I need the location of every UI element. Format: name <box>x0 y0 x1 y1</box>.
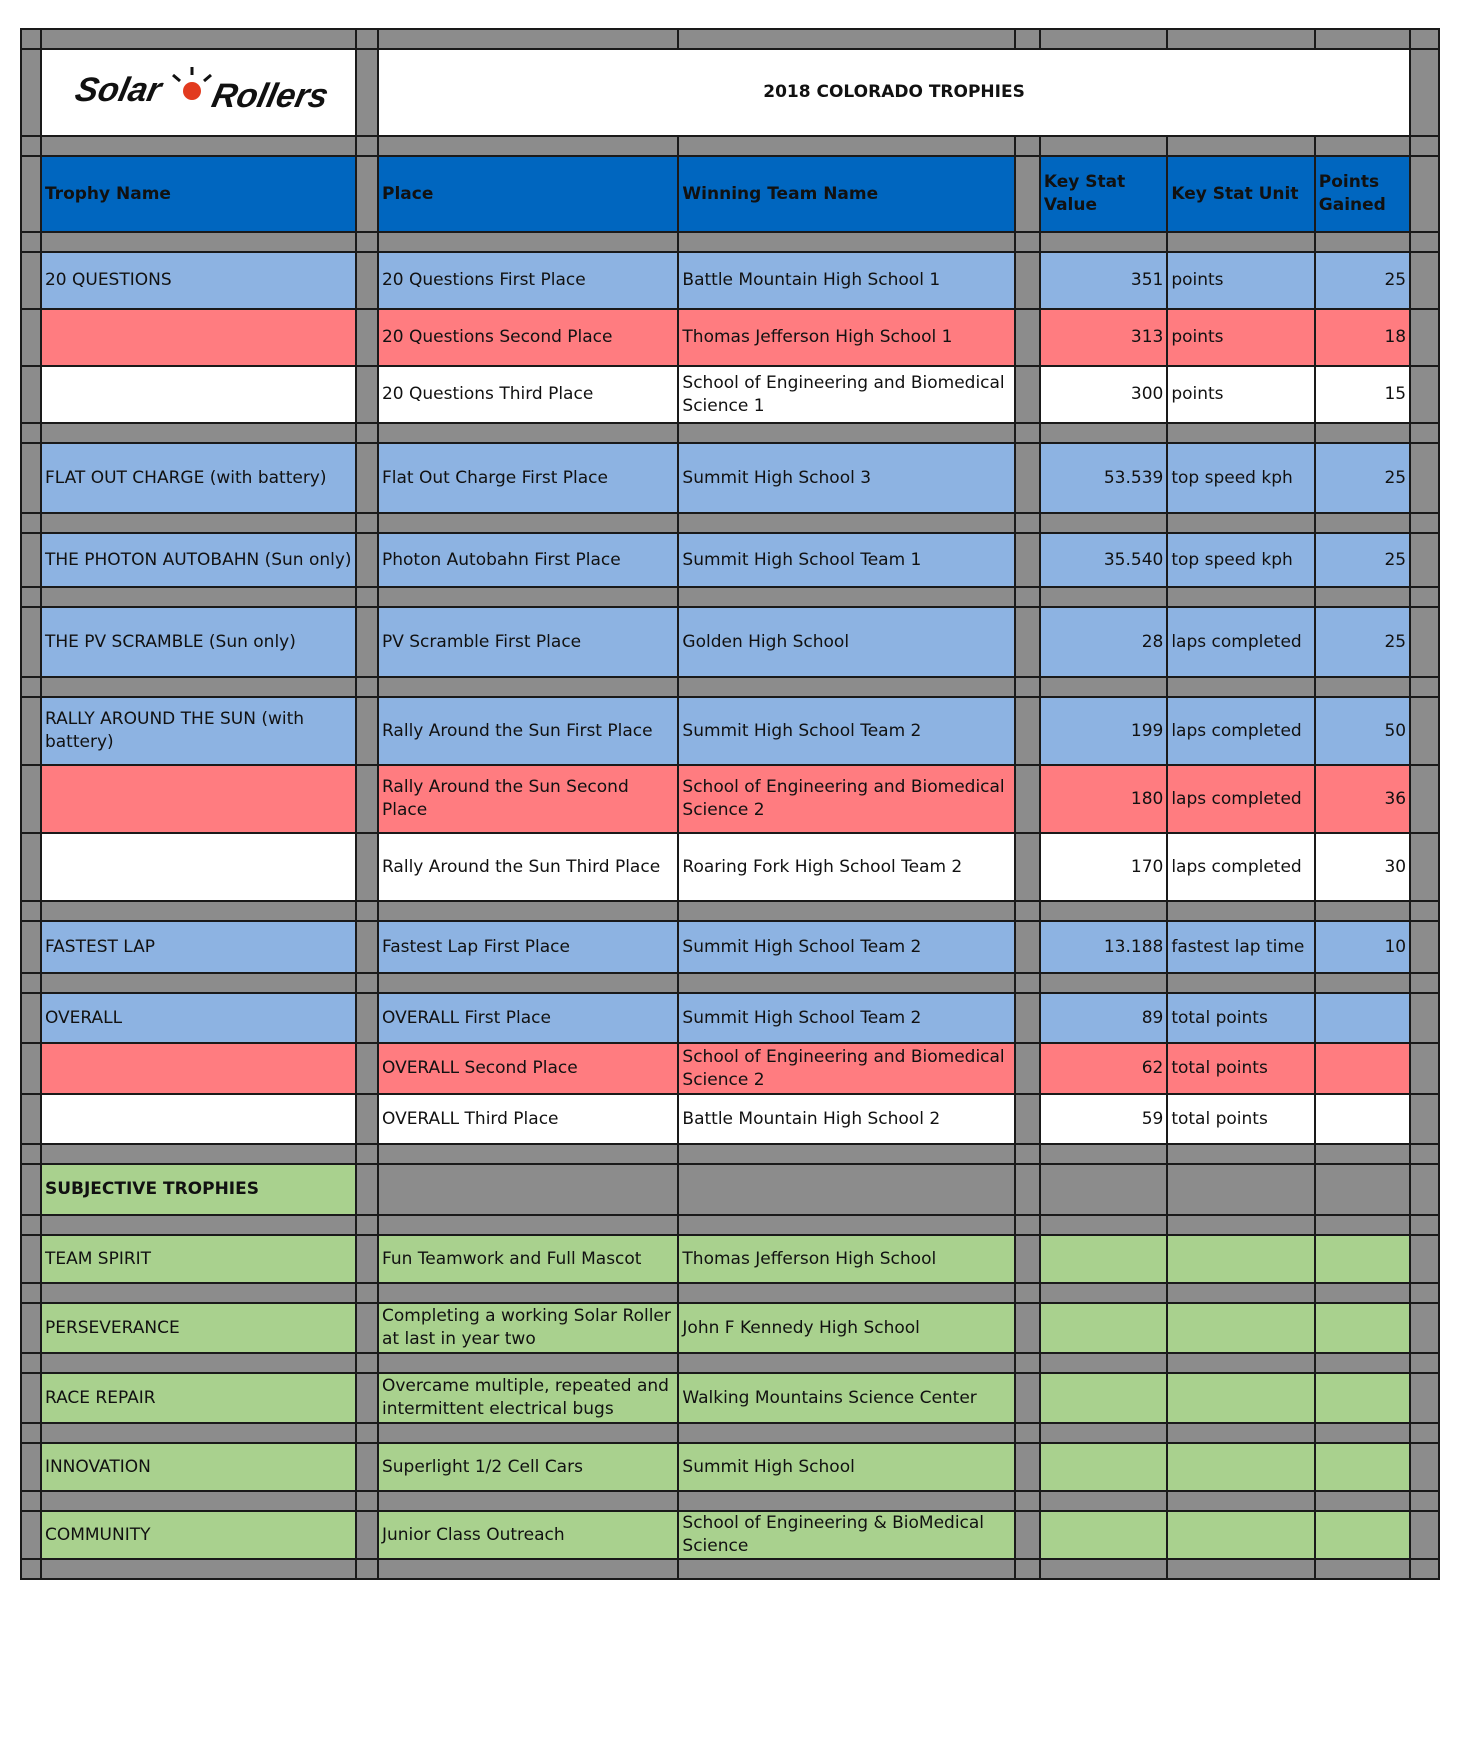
place-cell: Superlight 1/2 Cell Cars <box>378 1443 678 1491</box>
key-stat-value-cell: 35.540 <box>1040 533 1167 587</box>
key-stat-value-cell: 300 <box>1040 366 1167 423</box>
place-cell: Fun Teamwork and Full Mascot <box>378 1235 678 1283</box>
points-gained-cell <box>1315 1235 1410 1283</box>
spacer-row <box>21 1559 1439 1579</box>
place-cell: OVERALL First Place <box>378 993 678 1043</box>
points-gained-cell: 30 <box>1315 833 1410 901</box>
winning-team-cell: Summit High School 3 <box>678 443 1015 513</box>
header-key-stat-value: Key Stat Value <box>1040 156 1167 232</box>
spacer-row <box>21 232 1439 252</box>
key-stat-value-cell: 62 <box>1040 1043 1167 1094</box>
points-gained-cell: 36 <box>1315 765 1410 833</box>
key-stat-unit-cell: top speed kph <box>1167 533 1314 587</box>
subjective-row <box>21 1443 1439 1491</box>
key-stat-value-cell <box>1040 1511 1167 1559</box>
trophy-name-cell: 20 QUESTIONS <box>41 252 356 309</box>
winning-team-cell: School of Engineering & BioMedical Science <box>678 1511 1015 1559</box>
trophy-name-cell: RACE REPAIR <box>41 1373 356 1423</box>
header-winning-team: Winning Team Name <box>678 156 1015 232</box>
winning-team-cell: Battle Mountain High School 1 <box>678 252 1015 309</box>
spacer-row <box>21 513 1439 533</box>
place-cell: 20 Questions Third Place <box>378 366 678 423</box>
place-cell: 20 Questions First Place <box>378 252 678 309</box>
trophy-name-cell: COMMUNITY <box>41 1511 356 1559</box>
points-gained-cell: 25 <box>1315 252 1410 309</box>
spacer-row <box>21 1283 1439 1303</box>
points-gained-cell: 50 <box>1315 697 1410 765</box>
place-cell: Rally Around the Sun First Place <box>378 697 678 765</box>
winning-team-cell: Summit High School Team 2 <box>678 697 1015 765</box>
logo-graphic <box>72 61 333 117</box>
spacer-row <box>21 901 1439 921</box>
place-cell: 20 Questions Second Place <box>378 309 678 366</box>
header-place: Place <box>378 156 678 232</box>
place-cell: Rally Around the Sun Third Place <box>378 833 678 901</box>
points-gained-cell: 18 <box>1315 309 1410 366</box>
winning-team-cell: Summit High School Team 1 <box>678 533 1015 587</box>
table-row <box>21 252 1439 309</box>
trophy-name-cell: RALLY AROUND THE SUN (with battery) <box>41 697 356 765</box>
table-row <box>21 533 1439 587</box>
place-cell: Fastest Lap First Place <box>378 921 678 973</box>
header-key-stat-unit: Key Stat Unit <box>1167 156 1314 232</box>
subjective-row <box>21 1303 1439 1353</box>
table-row <box>21 921 1439 973</box>
winning-team-cell: Battle Mountain High School 2 <box>678 1094 1015 1144</box>
table-row <box>21 443 1439 513</box>
key-stat-value-cell: 313 <box>1040 309 1167 366</box>
spacer-row <box>21 1423 1439 1443</box>
trophy-name-cell: THE PV SCRAMBLE (Sun only) <box>41 607 356 677</box>
key-stat-value-cell: 351 <box>1040 252 1167 309</box>
trophy-name-cell: FASTEST LAP <box>41 921 356 973</box>
points-gained-cell: 10 <box>1315 921 1410 973</box>
key-stat-unit-cell <box>1167 1511 1314 1559</box>
spacer-row <box>21 1144 1439 1164</box>
header-row <box>21 156 1439 232</box>
spacer-row <box>21 587 1439 607</box>
trophy-name-cell <box>41 765 356 833</box>
key-stat-unit-cell: points <box>1167 252 1314 309</box>
key-stat-value-cell: 13.188 <box>1040 921 1167 973</box>
key-stat-unit-cell: laps completed <box>1167 833 1314 901</box>
spacer-row <box>21 136 1439 156</box>
place-cell: Junior Class Outreach <box>378 1511 678 1559</box>
svg-text:Solar: Solar <box>72 71 166 109</box>
winning-team-cell: John F Kennedy High School <box>678 1303 1015 1353</box>
key-stat-unit-cell: fastest lap time <box>1167 921 1314 973</box>
trophy-table <box>20 28 1440 1580</box>
table-row <box>21 697 1439 765</box>
winning-team-cell: Thomas Jefferson High School <box>678 1235 1015 1283</box>
spacer-row <box>21 1491 1439 1511</box>
winning-team-cell: Summit High School Team 2 <box>678 921 1015 973</box>
winning-team-cell: Thomas Jefferson High School 1 <box>678 309 1015 366</box>
key-stat-value-cell <box>1040 1303 1167 1353</box>
key-stat-unit-cell <box>1167 1235 1314 1283</box>
page-title: 2018 COLORADO TROPHIES <box>378 49 1410 136</box>
spacer-row <box>21 1353 1439 1373</box>
place-cell: OVERALL Second Place <box>378 1043 678 1094</box>
spacer-row <box>21 1215 1439 1235</box>
trophy-name-cell: INNOVATION <box>41 1443 356 1491</box>
subjective-row <box>21 1511 1439 1559</box>
table-row <box>21 833 1439 901</box>
trophy-name-cell: OVERALL <box>41 993 356 1043</box>
header-trophy-name: Trophy Name <box>41 156 356 232</box>
place-cell: Flat Out Charge First Place <box>378 443 678 513</box>
subjective-row <box>21 1373 1439 1423</box>
table-row <box>21 309 1439 366</box>
trophy-name-cell: FLAT OUT CHARGE (with battery) <box>41 443 356 513</box>
points-gained-cell <box>1315 1373 1410 1423</box>
winning-team-cell: Summit High School <box>678 1443 1015 1491</box>
spacer-row <box>21 677 1439 697</box>
key-stat-value-cell: 199 <box>1040 697 1167 765</box>
table-row <box>21 1043 1439 1094</box>
header-points-gained: Points Gained <box>1315 156 1410 232</box>
place-cell: OVERALL Third Place <box>378 1094 678 1144</box>
key-stat-value-cell: 180 <box>1040 765 1167 833</box>
svg-text:Rollers: Rollers <box>208 77 333 115</box>
table-row <box>21 607 1439 677</box>
key-stat-unit-cell: total points <box>1167 1043 1314 1094</box>
winning-team-cell: School of Engineering and Biomedical Science 2 <box>678 765 1015 833</box>
spacer-row <box>21 423 1439 443</box>
winning-team-cell: Walking Mountains Science Center <box>678 1373 1015 1423</box>
key-stat-unit-cell: laps completed <box>1167 697 1314 765</box>
key-stat-value-cell <box>1040 1443 1167 1491</box>
winning-team-cell: Summit High School Team 2 <box>678 993 1015 1043</box>
key-stat-unit-cell: total points <box>1167 993 1314 1043</box>
key-stat-unit-cell: laps completed <box>1167 607 1314 677</box>
key-stat-unit-cell: top speed kph <box>1167 443 1314 513</box>
key-stat-unit-cell: points <box>1167 309 1314 366</box>
trophy-name-cell: TEAM SPIRIT <box>41 1235 356 1283</box>
table-row <box>21 366 1439 423</box>
points-gained-cell <box>1315 1094 1410 1144</box>
key-stat-value-cell <box>1040 1373 1167 1423</box>
table-row <box>21 765 1439 833</box>
place-cell: PV Scramble First Place <box>378 607 678 677</box>
points-gained-cell <box>1315 993 1410 1043</box>
trophy-sheet <box>20 28 1440 1728</box>
key-stat-value-cell: 89 <box>1040 993 1167 1043</box>
place-cell: Completing a working Solar Roller at last in year two <box>378 1303 678 1353</box>
solar-rollers-logo <box>41 49 356 136</box>
spacer-row <box>21 973 1439 993</box>
points-gained-cell <box>1315 1443 1410 1491</box>
winning-team-cell: School of Engineering and Biomedical Science 2 <box>678 1043 1015 1094</box>
points-gained-cell <box>1315 1043 1410 1094</box>
place-cell: Overcame multiple, repeated and intermittent electrical bugs <box>378 1373 678 1423</box>
winning-team-cell: Roaring Fork High School Team 2 <box>678 833 1015 901</box>
trophy-name-cell <box>41 1043 356 1094</box>
trophy-name-cell: THE PHOTON AUTOBAHN (Sun only) <box>41 533 356 587</box>
subjective-trophies-title: SUBJECTIVE TROPHIES <box>41 1164 356 1215</box>
key-stat-unit-cell: laps completed <box>1167 765 1314 833</box>
key-stat-unit-cell <box>1167 1443 1314 1491</box>
winning-team-cell: Golden High School <box>678 607 1015 677</box>
title-row <box>21 49 1439 136</box>
subjective-row <box>21 1235 1439 1283</box>
key-stat-value-cell: 53.539 <box>1040 443 1167 513</box>
winning-team-cell: School of Engineering and Biomedical Science 1 <box>678 366 1015 423</box>
key-stat-unit-cell <box>1167 1303 1314 1353</box>
points-gained-cell: 25 <box>1315 533 1410 587</box>
subjective-title-row <box>21 1164 1439 1215</box>
points-gained-cell <box>1315 1303 1410 1353</box>
table-row <box>21 993 1439 1043</box>
trophy-name-cell <box>41 833 356 901</box>
points-gained-cell: 25 <box>1315 607 1410 677</box>
trophy-name-cell <box>41 366 356 423</box>
table-row <box>21 1094 1439 1144</box>
points-gained-cell <box>1315 1511 1410 1559</box>
trophy-name-cell: PERSEVERANCE <box>41 1303 356 1353</box>
place-cell: Rally Around the Sun Second Place <box>378 765 678 833</box>
key-stat-unit-cell <box>1167 1373 1314 1423</box>
points-gained-cell: 15 <box>1315 366 1410 423</box>
spacer-row <box>21 29 1439 49</box>
key-stat-value-cell: 28 <box>1040 607 1167 677</box>
key-stat-unit-cell: total points <box>1167 1094 1314 1144</box>
key-stat-value-cell <box>1040 1235 1167 1283</box>
key-stat-unit-cell: points <box>1167 366 1314 423</box>
trophy-name-cell <box>41 309 356 366</box>
key-stat-value-cell: 170 <box>1040 833 1167 901</box>
points-gained-cell: 25 <box>1315 443 1410 513</box>
place-cell: Photon Autobahn First Place <box>378 533 678 587</box>
key-stat-value-cell: 59 <box>1040 1094 1167 1144</box>
trophy-name-cell <box>41 1094 356 1144</box>
